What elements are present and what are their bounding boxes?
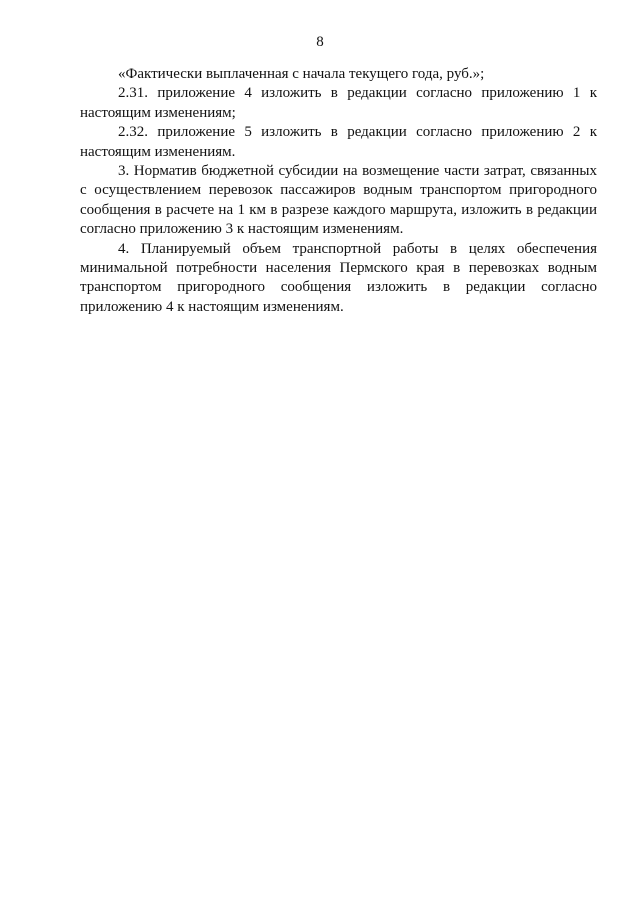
page-number: 8 bbox=[316, 34, 324, 50]
paragraph-3: 3. Норматив бюджетной субсидии на возмещение части затрат, связанных с осуществлением перевозок пассажиров водным транспортом пригородного сообщения в расчете на 1 км в разрезе каждого маршрута, изложить в редакции согласно приложению 3 к настоящим изменениям. bbox=[80, 163, 597, 238]
paragraph-4: 4. Планируемый объем транспортной работы в целях обеспечения минимальной потребности населения Пермского края в перевозках водным транспортом пригородного сообщения изложить в редакции согласно приложению 4 к настоящим изменениям. bbox=[80, 240, 597, 315]
body-text bbox=[80, 65, 597, 317]
paragraph-2-31: 2.31. приложение 4 изложить в редакции согласно приложению 1 к настоящим изменениям; bbox=[80, 85, 597, 121]
paragraph-2-32: 2.32. приложение 5 изложить в редакции согласно приложению 2 к настоящим изменениям. bbox=[80, 124, 597, 160]
paragraph-quote-closing: «Фактически выплаченная с начала текущего года, руб.»; bbox=[118, 66, 485, 82]
